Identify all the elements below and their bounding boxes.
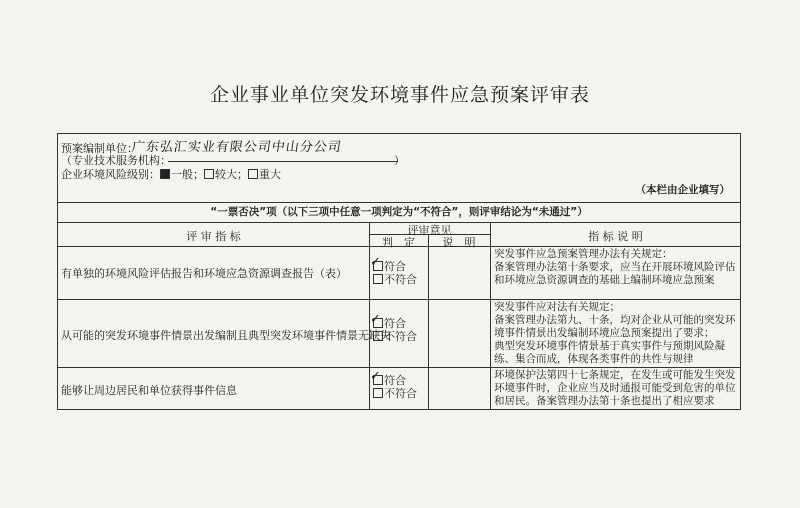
- row-1-guide-line: 突发事件应急预案管理办法有关规定：: [494, 248, 673, 260]
- row-3-indicator: 能够让周边居民和单位获得事件信息: [61, 384, 237, 397]
- row-1-guide: [494, 248, 736, 287]
- header-judge: 判 定: [382, 236, 415, 249]
- risk-major-checkbox[interactable]: [204, 169, 214, 179]
- tech-service-close: ）: [394, 154, 405, 167]
- row-2-fail-checkbox[interactable]: [373, 331, 383, 341]
- row-1-bottom-line: [58, 299, 741, 300]
- risk-severe-label: 重大: [259, 168, 281, 181]
- risk-severe-checkbox[interactable]: [248, 169, 258, 179]
- row-3-guide-line: 环境保护法第四十七条规定，在发生或可能发生突发: [494, 369, 736, 381]
- row-2-judge: [370, 312, 417, 343]
- check-mark-icon: ✓: [370, 369, 381, 384]
- tech-service-blank: [168, 161, 398, 162]
- row-2-guide: [494, 301, 736, 366]
- row-2-guide-line: 备案管理办法第九、十条，均对企业从可能的突发环: [494, 314, 736, 326]
- row-3-judge: [370, 369, 417, 400]
- row-3-fail-checkbox[interactable]: [373, 388, 383, 398]
- row-3-fail-label: 不符合: [384, 387, 417, 400]
- col-divider-3: [490, 222, 491, 410]
- row-2-bottom-line: [58, 367, 741, 368]
- row-1-pass-label: 符合: [384, 260, 406, 273]
- risk-general-checkbox[interactable]: [160, 169, 170, 179]
- col-divider-2: [428, 234, 429, 410]
- tech-service-label: （专业技术服务机构：: [61, 154, 171, 167]
- risk-general-label: 一般；: [171, 168, 204, 181]
- risk-major-label: 较大；: [215, 168, 248, 181]
- header-guide: 指 标 说 明: [588, 230, 643, 243]
- row-1-guide-line: 和环境应急资源调查的基础上编制环境应急预案: [494, 274, 715, 286]
- veto-heading: “一票否决”项（以下三项中任意一项判定为“不符合”，则评审结论为“未通过”）: [58, 202, 740, 223]
- row-1-guide-line: 备案管理办法第十条要求，应当在开展环境风险评估: [494, 261, 736, 273]
- info-section: [58, 134, 740, 203]
- compiler-label: 预案编制单位：: [61, 142, 138, 155]
- row-2-indicator: 从可能的突发环境事件情景出发编制且典型突发环境事件情景无缺失: [61, 329, 391, 342]
- compiler-handwritten-value: 广东弘汇实业有限公司中山分公司: [130, 140, 343, 155]
- risk-level-row: [61, 166, 281, 182]
- row-3-pass-label: 符合: [384, 374, 406, 387]
- row-1-fail-checkbox[interactable]: [373, 274, 383, 284]
- row-2-guide-line: 练、集合而成，体现各类事件的共性与规律: [494, 353, 694, 365]
- row-2-pass-label: 符合: [384, 317, 406, 330]
- row-1-indicator: 有单独的环境风险评估报告和环境应急资源调查报告（表）: [61, 267, 347, 280]
- row-3-guide-line: 环境事件时，企业应当及时通报可能受到危害的单位: [494, 382, 736, 394]
- row-2-guide-line: 境事件情景出发编制环境应急预案提出了要求；: [494, 327, 715, 339]
- row-2-guide-line: 典型突发环境事件情景基于真实事件与预期风险凝: [494, 340, 725, 352]
- enterprise-fill-note: （本栏由企业填写）: [635, 184, 730, 196]
- row-3-guide-line: 和居民。备案管理办法第十条也提出了相应要求: [494, 395, 715, 407]
- check-mark-icon: ✓: [370, 312, 381, 327]
- risk-level-label: 企业环境风险级别：: [61, 168, 160, 181]
- row-2-fail-label: 不符合: [384, 330, 417, 343]
- row-3-guide: [494, 369, 736, 408]
- row-1-fail-label: 不符合: [384, 273, 417, 286]
- row-1-judge: [370, 255, 417, 286]
- page-title: 企业事业单位突发环境事件应急预案评审表: [209, 84, 590, 106]
- header-remark: 说 明: [442, 236, 476, 249]
- row-2-guide-line: 突发事件应对法有关规定；: [494, 301, 620, 313]
- header-opinion: 评审意见: [407, 224, 452, 237]
- check-mark-icon: ✓: [370, 255, 381, 270]
- header-indicator: 评 审 指 标: [186, 230, 241, 243]
- review-form: [57, 133, 741, 410]
